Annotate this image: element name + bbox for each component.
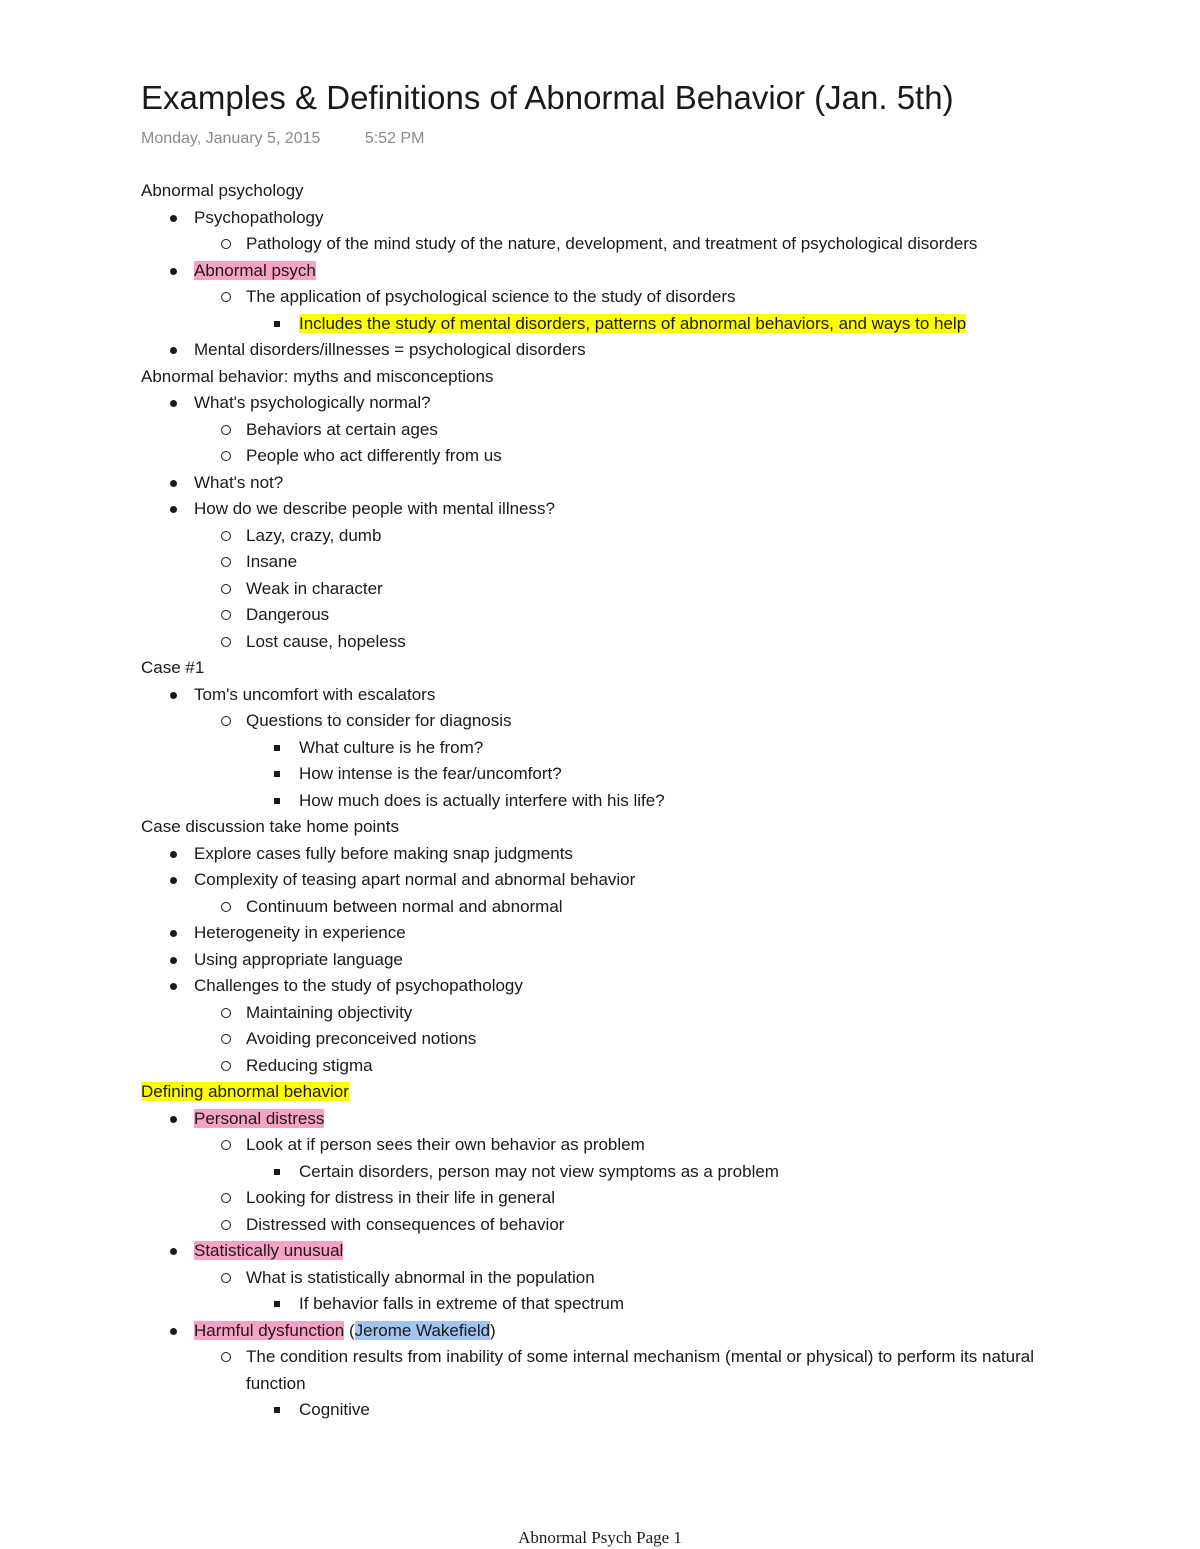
outline-text: The application of psychological science to the study of disorders xyxy=(246,287,736,306)
highlighted-text: Includes the study of mental disorders, patterns of abnormal behaviors, and ways to help xyxy=(299,313,967,333)
outline-text: How much does is actually interfere with his life? xyxy=(299,790,665,810)
outline-item xyxy=(141,417,1051,444)
outline-text: Case #1 xyxy=(141,658,205,677)
highlighted-text: Defining abnormal behavior xyxy=(141,1082,349,1101)
outline-text: What is statistically abnormal in the population xyxy=(246,1267,595,1287)
bullet-disc-icon xyxy=(170,480,177,487)
bullet-disc-icon xyxy=(170,1328,177,1335)
outline-item xyxy=(141,1344,1051,1397)
bullet-circle-icon xyxy=(221,1352,231,1362)
outline-item xyxy=(141,258,1051,285)
outline-text: ) xyxy=(490,1320,496,1340)
bullet-circle-icon xyxy=(221,584,231,594)
page-footer: Abnormal Psych Page 1 xyxy=(518,1528,682,1547)
outline-text: If behavior falls in extreme of that spectrum xyxy=(299,1294,625,1313)
outline-item xyxy=(141,735,1051,762)
bullet-disc-icon xyxy=(170,1116,177,1123)
outline-text: Insane xyxy=(246,552,298,571)
outline-item xyxy=(141,1159,1051,1186)
outline-item xyxy=(141,1132,1051,1159)
bullet-disc-icon xyxy=(170,268,177,275)
outline-text: Using appropriate language xyxy=(194,949,403,969)
outline-text: Pathology of the mind study of the nature, development, and treatment of psychological disorders xyxy=(246,234,978,253)
outline-text: Cognitive xyxy=(299,1400,370,1419)
outline-text: Avoiding preconceived notions xyxy=(246,1029,477,1048)
outline-text: How intense is the fear/uncomfort? xyxy=(299,764,562,783)
page-date: Monday, January 5, 2015 xyxy=(141,130,321,147)
outline-item xyxy=(141,390,1051,417)
outline-text: Maintaining objectivity xyxy=(246,1002,413,1022)
outline-item xyxy=(141,549,1051,576)
outline-text: Lost cause, hopeless xyxy=(246,631,406,651)
bullet-circle-icon xyxy=(221,451,231,461)
bullet-disc-icon xyxy=(170,506,177,513)
outline-item xyxy=(141,205,1051,232)
bullet-circle-icon xyxy=(221,425,231,435)
outline-heading xyxy=(141,364,1051,391)
bullet-circle-icon xyxy=(221,1140,231,1150)
outline-item xyxy=(141,1000,1051,1027)
outline-item xyxy=(141,311,1051,338)
outline-text: Dangerous xyxy=(246,605,330,624)
outline-text: Explore cases fully before making snap judgments xyxy=(194,843,573,863)
outline-text: Abnormal behavior: myths and misconceptions xyxy=(141,366,494,386)
outline-heading xyxy=(141,655,1051,682)
bullet-circle-icon xyxy=(221,716,231,726)
bullet-disc-icon xyxy=(170,930,177,937)
bullet-circle-icon xyxy=(221,1061,231,1071)
outline-text: Look at if person sees their own behavior as problem xyxy=(246,1135,645,1154)
outline-text: Psychopathology xyxy=(194,207,324,227)
outline-text: Weak in character xyxy=(246,578,383,598)
bullet-square-icon xyxy=(274,1407,280,1413)
outline-text: Reducing stigma xyxy=(246,1055,373,1075)
bullet-circle-icon xyxy=(221,902,231,912)
bullet-square-icon xyxy=(274,321,280,327)
outline-item xyxy=(141,1265,1051,1292)
bullet-disc-icon xyxy=(170,400,177,407)
highlighted-text: Personal distress xyxy=(194,1108,325,1128)
highlighted-text: Harmful dysfunction xyxy=(194,1320,345,1340)
outline-text: Continuum between normal and abnormal xyxy=(246,896,563,916)
outline-item xyxy=(141,1106,1051,1133)
outline-text: Tom's uncomfort with escalators xyxy=(194,684,436,704)
outline-text: How do we describe people with mental illness? xyxy=(194,499,555,518)
outline-item xyxy=(141,629,1051,656)
outline-item xyxy=(141,1026,1051,1053)
outline-text: Behaviors at certain ages xyxy=(246,419,438,439)
bullet-circle-icon xyxy=(221,1193,231,1203)
outline-item xyxy=(141,523,1051,550)
outline-item xyxy=(141,920,1051,947)
outline-item xyxy=(141,1238,1051,1265)
outline-heading xyxy=(141,814,1051,841)
outline-text: Questions to consider for diagnosis xyxy=(246,711,512,730)
outline-item xyxy=(141,788,1051,815)
outline-item xyxy=(141,947,1051,974)
outline-item xyxy=(141,1212,1051,1239)
bullet-circle-icon xyxy=(221,610,231,620)
page-metadata xyxy=(141,128,424,150)
bullet-circle-icon xyxy=(221,292,231,302)
bullet-circle-icon xyxy=(221,1008,231,1018)
outline-text: What's not? xyxy=(194,472,284,492)
outline-item xyxy=(141,1318,1051,1345)
bullet-disc-icon xyxy=(170,347,177,354)
bullet-square-icon xyxy=(274,1301,280,1307)
outline-item xyxy=(141,284,1051,311)
bullet-circle-icon xyxy=(221,239,231,249)
bullet-circle-icon xyxy=(221,557,231,567)
highlighted-text: Abnormal psych xyxy=(194,260,316,280)
bullet-square-icon xyxy=(274,745,280,751)
bullet-circle-icon xyxy=(221,637,231,647)
outline-item xyxy=(141,470,1051,497)
bullet-square-icon xyxy=(274,798,280,804)
outline-item xyxy=(141,1397,1051,1424)
outline-text: What culture is he from? xyxy=(299,737,484,757)
outline-item xyxy=(141,1185,1051,1212)
outline-text: Certain disorders, person may not view symptoms as a problem xyxy=(299,1161,779,1181)
outline-text: Looking for distress in their life in general xyxy=(246,1188,555,1207)
bullet-circle-icon xyxy=(221,1034,231,1044)
outline-item xyxy=(141,708,1051,735)
page-title: Examples & Definitions of Abnormal Behavior (Jan. 5th) xyxy=(141,79,954,116)
bullet-disc-icon xyxy=(170,692,177,699)
outline-item xyxy=(141,231,1051,258)
bullet-circle-icon xyxy=(221,1273,231,1283)
outline-text: ( xyxy=(344,1320,355,1340)
highlighted-text: Jerome Wakefield xyxy=(354,1320,491,1340)
outline-text: People who act differently from us xyxy=(246,446,502,465)
bullet-square-icon xyxy=(274,771,280,777)
outline-item xyxy=(141,496,1051,523)
outline-text: Case discussion take home points xyxy=(141,817,399,836)
bullet-disc-icon xyxy=(170,1248,177,1255)
outline-item xyxy=(141,1053,1051,1080)
bullet-square-icon xyxy=(274,1169,280,1175)
outline-text: Abnormal psychology xyxy=(141,181,304,200)
outline-text: Distressed with consequences of behavior xyxy=(246,1214,565,1234)
bullet-disc-icon xyxy=(170,957,177,964)
outline-item xyxy=(141,867,1051,894)
outline-text: What's psychologically normal? xyxy=(194,393,431,412)
outline-item xyxy=(141,443,1051,470)
outline-item xyxy=(141,337,1051,364)
outline-text: Heterogeneity in experience xyxy=(194,923,406,942)
outline-item xyxy=(141,1291,1051,1318)
outline-text: Mental disorders/illnesses = psychological disorders xyxy=(194,340,586,359)
outline-heading xyxy=(141,178,1051,205)
outline-item xyxy=(141,682,1051,709)
highlighted-text: Statistically unusual xyxy=(194,1241,344,1260)
page-time: 5:52 PM xyxy=(364,130,425,147)
outline-item xyxy=(141,841,1051,868)
outline-text: Complexity of teasing apart normal and abnormal behavior xyxy=(194,870,636,889)
outline-item xyxy=(141,602,1051,629)
outline-text: Challenges to the study of psychopathology xyxy=(194,976,523,995)
outline-item xyxy=(141,761,1051,788)
bullet-circle-icon xyxy=(221,1220,231,1230)
bullet-disc-icon xyxy=(170,983,177,990)
bullet-disc-icon xyxy=(170,851,177,858)
outline-item xyxy=(141,973,1051,1000)
notes-outline xyxy=(141,178,1051,1424)
bullet-disc-icon xyxy=(170,877,177,884)
outline-text: Lazy, crazy, dumb xyxy=(246,525,382,545)
outline-text: The condition results from inability of some internal mechanism (mental or physical) to perform its natural function xyxy=(246,1347,1034,1393)
outline-item xyxy=(141,894,1051,921)
outline-item xyxy=(141,576,1051,603)
bullet-circle-icon xyxy=(221,531,231,541)
bullet-disc-icon xyxy=(170,215,177,222)
outline-heading xyxy=(141,1079,1051,1106)
